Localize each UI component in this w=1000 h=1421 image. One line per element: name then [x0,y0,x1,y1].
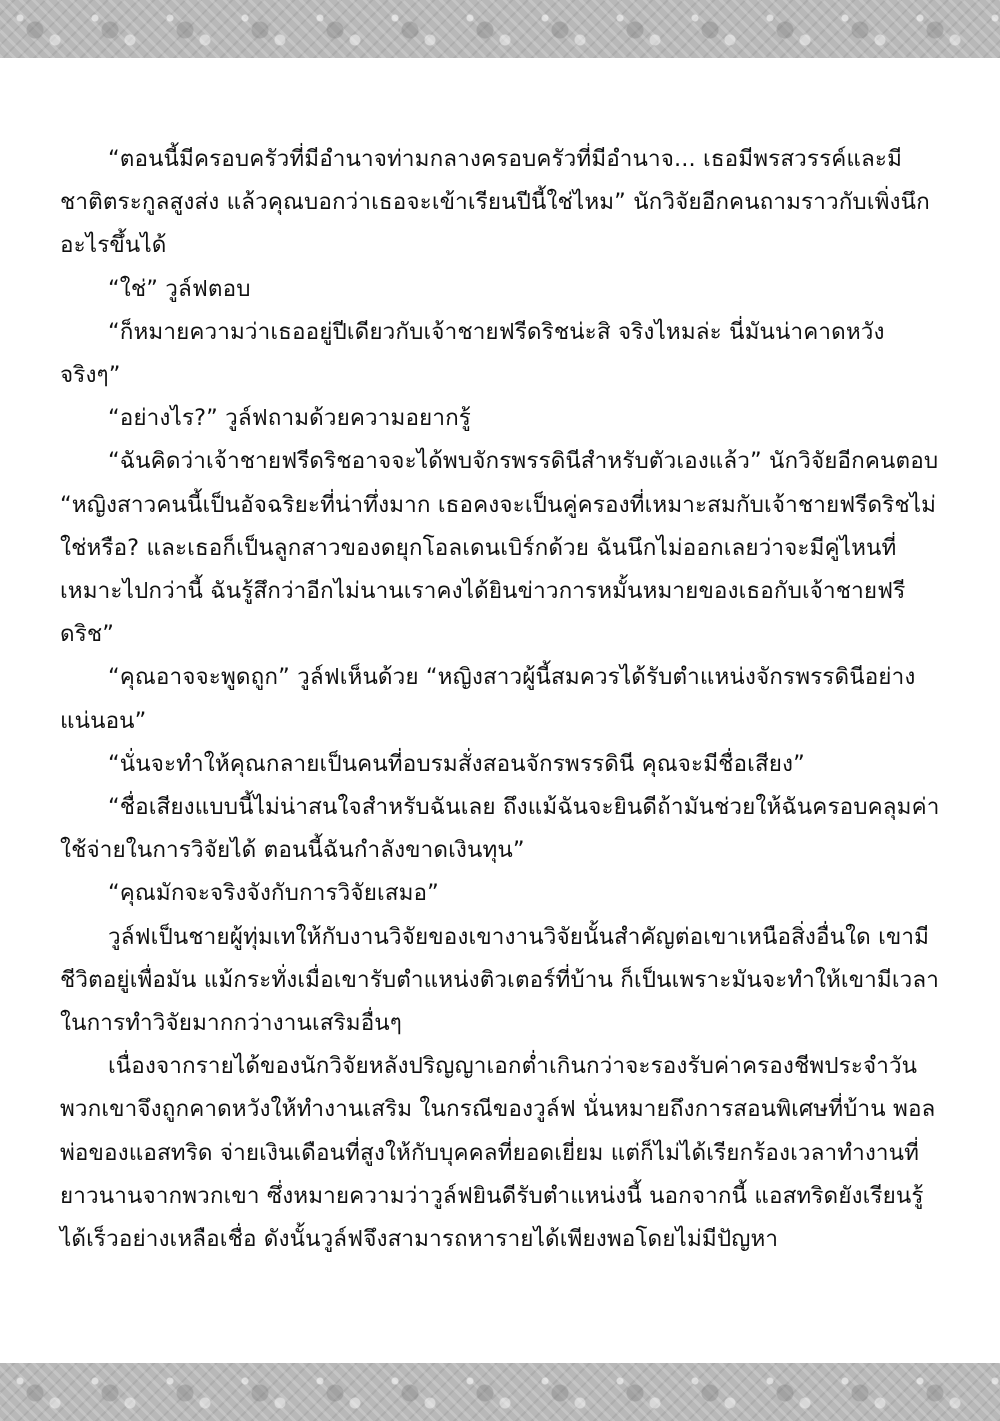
paragraph: “อย่างไร?” วูล์ฟถามด้วยความอยากรู้ [108,405,471,432]
paragraph: “นั่นจะทำให้คุณกลายเป็นคนที่อบรมสั่งสอนจักรพรรดินี คุณจะมีชื่อเสียง” [108,750,805,777]
paragraph: วูล์ฟเป็นชายผู้ทุ่มเทให้กับงานวิจัยของเขางานวิจัยนั้นสำคัญต่อเขาเหนือสิ่งอื่นใด เขามีชีวิตอยู่เพื่อมัน แม้กระทั่งเมื่อเขารับตำแหน่งติวเตอร์ที่บ้าน ก็เป็นเพราะมันจะทำให้เขามีเวลาในการทำวิจัยมากกว่างานเสริมอื่นๆ [60,923,939,1037]
paragraph: “ฉันคิดว่าเจ้าชายฟรีดริชอาจจะได้พบจักรพรรดินีสำหรับตัวเองแล้ว” นักวิจัยอีกคนตอบ “หญิงสาวคนนี้เป็นอัจฉริยะที่น่าทึ่งมาก เธอคงจะเป็นคู่ครองที่เหมาะสมกับเจ้าชายฟรีดริชไม่ใช่หรือ? และเธอก็เป็นลูกสาวของดยุกโอลเดนเบิร์กด้วย ฉันนึกไม่ออกเลยว่าจะมีคู่ไหนที่เหมาะไปกว่านี้ ฉันรู้สึกว่าอีกไม่นานเราคงได้ยินข่าวการหมั้นหมายของเธอกับเจ้าชายฟรีดริช” [60,448,939,648]
paragraph: “คุณมักจะจริงจังกับการวิจัยเสมอ” [108,880,439,907]
decorative-top-border [0,0,1000,58]
decorative-bottom-border [0,1363,1000,1421]
page-body [0,58,1000,1363]
paragraph: “ชื่อเสียงแบบนี้ไม่น่าสนใจสำหรับฉันเลย ถึงแม้ฉันจะยินดีถ้ามันช่วยให้ฉันครอบคลุมค่าใช้จ่ายในการวิจัยได้ ตอนนี้ฉันกำลังขาดเงินทุน” [60,794,940,864]
story-text [60,138,940,1261]
paragraph: “ตอนนี้มีครอบครัวที่มีอำนาจท่ามกลางครอบครัวที่มีอำนาจ... เธอมีพรสวรรค์และมีชาติตระกูลสูงส่ง แล้วคุณบอกว่าเธอจะเข้าเรียนปีนี้ใช่ไหม” นักวิจัยอีกคนถามราวกับเพิ่งนึกอะไรขึ้นได้ [60,146,930,259]
paragraph: เนื่องจากรายได้ของนักวิจัยหลังปริญญาเอกต่ำเกินกว่าจะรองรับค่าครองชีพประจำวัน พวกเขาจึงถูกคาดหวังให้ทำงานเสริม ในกรณีของวูล์ฟ นั่นหมายถึงการสอนพิเศษที่บ้าน พอล พ่อของแอสทริด จ่ายเงินเดือนที่สูงให้กับบุคคลที่ยอดเยี่ยม แต่ก็ไม่ได้เรียกร้องเวลาทำงานที่ยาวนานจากพวกเขา ซึ่งหมายความว่าวูล์ฟยินดีรับตำแหน่งนี้ นอกจากนี้ แอสทริดยังเรียนรู้ได้เร็วอย่างเหลือเชื่อ ดังนั้นวูล์ฟจึงสามารถหารายได้เพียงพอโดยไม่มีปัญหา [60,1053,936,1253]
paragraph: “ก็หมายความว่าเธออยู่ปีเดียวกับเจ้าชายฟรีดริชน่ะสิ จริงไหมล่ะ นี่มันน่าคาดหวังจริงๆ” [60,318,885,389]
paragraph: “ใช่” วูล์ฟตอบ [108,275,251,302]
paragraph: “คุณอาจจะพูดถูก” วูล์ฟเห็นด้วย “หญิงสาวผู้นี้สมควรได้รับตำแหน่งจักรพรรดินีอย่างแน่นอน” [60,664,916,734]
